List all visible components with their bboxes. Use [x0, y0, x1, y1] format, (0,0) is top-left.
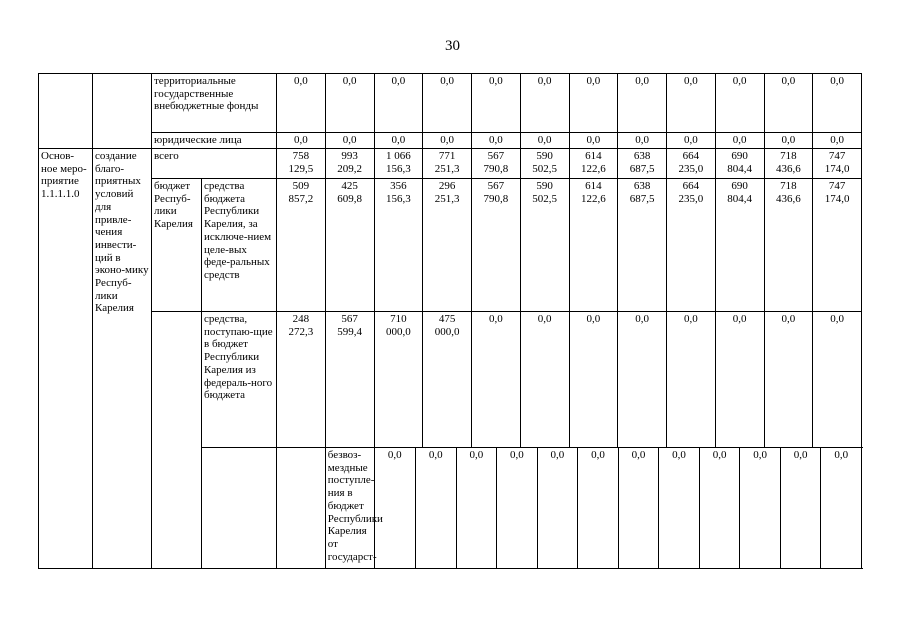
values-subgrid-cell [374, 448, 862, 569]
value-cell: 0,0 [667, 133, 716, 149]
value-cell: 0,0 [715, 74, 764, 133]
value-cell: 0,0 [472, 133, 521, 149]
value-cell: 614 122,6 [569, 149, 618, 179]
table-row [39, 312, 862, 448]
measure-name-cell: создание благо-приятных условий для привле-чения инвести-ций в эконо-мику Респуб-лики Карелия [93, 149, 152, 569]
value-cell: 0,0 [820, 448, 861, 568]
value-cell: 0,0 [415, 448, 456, 568]
measure-code-cell: Основ-ное меро-приятие 1.1.1.1.0 [39, 149, 93, 569]
value-cell: 0,0 [374, 133, 423, 149]
value-cell: 0,0 [374, 74, 423, 133]
value-cell: 590 502,5 [520, 149, 569, 179]
value-cell: 758 129,5 [277, 149, 326, 179]
funding-source-cell: бюджет Респуб-лики Карелия [152, 179, 202, 312]
value-cell: 664 235,0 [667, 149, 716, 179]
value-cell: 747 174,0 [813, 149, 862, 179]
value-cell: 0,0 [496, 448, 537, 568]
value-cell: 0,0 [813, 312, 862, 448]
value-cell: 718 436,6 [764, 149, 813, 179]
value-cell: 0,0 [325, 74, 374, 133]
value-cell: 0,0 [618, 448, 659, 568]
value-cell: 993 209,2 [325, 149, 374, 179]
name-cell [93, 133, 152, 149]
source-label: всего [152, 149, 277, 179]
value-cell: 0,0 [764, 312, 813, 448]
value-cell: 0,0 [569, 312, 618, 448]
value-cell: 0,0 [472, 74, 521, 133]
value-cell: 0,0 [699, 448, 740, 568]
value-cell: 567 790,8 [472, 179, 521, 312]
value-cell: 0,0 [520, 74, 569, 133]
value-cell: 0,0 [715, 133, 764, 149]
value-cell: 0,0 [277, 74, 326, 133]
value-cell: 614 122,6 [569, 179, 618, 312]
funding-source-cell [152, 312, 202, 448]
value-cell: 747 174,0 [813, 179, 862, 312]
table-row [39, 133, 862, 149]
value-cell: 690 804,4 [715, 179, 764, 312]
value-cell: 590 502,5 [520, 179, 569, 312]
name-cell [202, 448, 277, 569]
value-cell: 1 066 156,3 [374, 149, 423, 179]
value-cell: 0,0 [618, 312, 667, 448]
value-cell: 0,0 [667, 74, 716, 133]
value-cell: 664 235,0 [667, 179, 716, 312]
value-cell: 425 609,8 [325, 179, 374, 312]
value-cell: 0,0 [423, 133, 472, 149]
table-row [39, 149, 862, 179]
source-label: территориальные государственные внебюджетные фонды [152, 74, 277, 133]
value-cell: 0,0 [618, 74, 667, 133]
value-cell: 0,0 [423, 74, 472, 133]
source-label: юридические лица [152, 133, 277, 149]
value-cell: 0,0 [472, 312, 521, 448]
value-cell: 567 790,8 [472, 149, 521, 179]
value-cell: 0,0 [813, 74, 862, 133]
value-cell: 0,0 [456, 448, 497, 568]
value-cell: 0,0 [715, 312, 764, 448]
value-cell: 475 000,0 [423, 312, 472, 448]
value-cell: 0,0 [537, 448, 578, 568]
value-cell: 718 436,6 [764, 179, 813, 312]
measure-cell [152, 448, 202, 569]
value-cell: 296 251,3 [423, 179, 472, 312]
value-cell: 248 272,3 [277, 312, 326, 448]
value-cell: 356 156,3 [374, 179, 423, 312]
source-label: средства бюджета Республики Карелия, за исключе-нием целе-вых феде-ральных средств [202, 179, 277, 312]
value-cell: 0,0 [569, 133, 618, 149]
value-cell: 567 599,4 [325, 312, 374, 448]
value-cell: 0,0 [739, 448, 780, 568]
source-label: безвоз-мездные поступле-ния в бюджет Республики Карелия от государст- [325, 448, 374, 569]
funding-source-cell [277, 448, 326, 569]
value-cell: 771 251,3 [423, 149, 472, 179]
table-row [39, 74, 862, 133]
value-cell: 0,0 [520, 133, 569, 149]
source-label: средства, поступаю-щие в бюджет Республики Карелия из федераль-ного бюджета [202, 312, 277, 448]
name-cell [93, 74, 152, 133]
value-cell: 0,0 [325, 133, 374, 149]
value-cell: 509 857,2 [277, 179, 326, 312]
value-cell: 0,0 [780, 448, 821, 568]
value-cell: 0,0 [277, 133, 326, 149]
table-row [39, 179, 862, 312]
value-cell: 0,0 [387, 449, 402, 461]
value-cell: 0,0 [667, 312, 716, 448]
values-subgrid [375, 448, 862, 568]
measure-cell [39, 74, 93, 133]
value-cell: 0,0 [569, 74, 618, 133]
value-cell: 0,0 [813, 133, 862, 149]
value-cell: 0,0 [520, 312, 569, 448]
value-cell: 638 687,5 [618, 149, 667, 179]
value-cell: 0,0 [764, 133, 813, 149]
value-cell: 0,0 [577, 448, 618, 568]
value-cell: 0,0 [658, 448, 699, 568]
measure-cell [39, 133, 93, 149]
value-cell: 710 000,0 [374, 312, 423, 448]
table-row [39, 448, 862, 569]
page-number: 30 [445, 38, 460, 54]
financing-table [38, 73, 862, 569]
value-cell: 638 687,5 [618, 179, 667, 312]
value-cell: 0,0 [764, 74, 813, 133]
value-cell: 690 804,4 [715, 149, 764, 179]
value-cell: 0,0 [618, 133, 667, 149]
